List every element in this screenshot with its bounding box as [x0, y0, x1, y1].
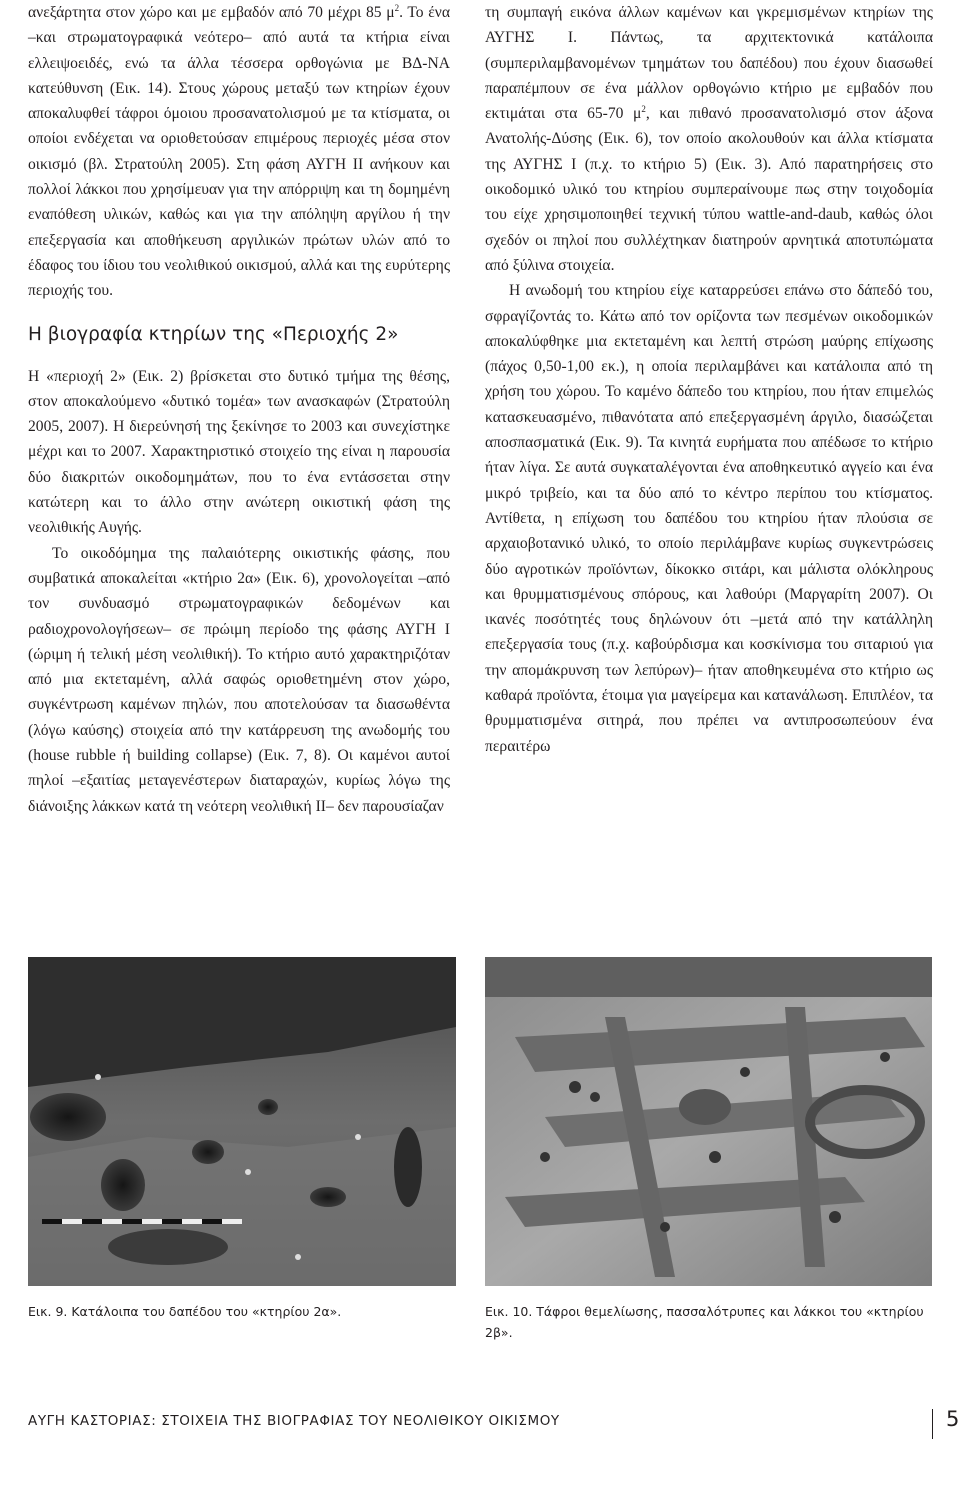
- left-paragraph-3: Το οικοδόμημα της παλαιότερης οικιστικής φάσης, που συμβατικά αποκαλείται «κτήριο 2α» (Εικ. 6), χρονολογείται –από τον συνδυασμό στρωματογραφικών δεδομένων και ραδιοχρονολογήσεων– σε πρώιμη περίοδο της φάσης ΑΥΓΗ Ι (ώριμη ή τελική μέση νεολιθική). Το κτήριο αυτό χαρακτηριζόταν από μια εκτεταμένη, αλλά σαφώς οριοθετημένη στον χώρο, συγκέντρωση καμένων πηλών, που αποτελούσαν τα διασωθέντα (λόγω καύσης) στοιχεία από την κατάρρευση της ανωδομής του (house rubble ή building collapse) (Εικ. 7, 8). Οι καμένοι αυτοί πηλοί –εξαιτίας μεταγενέστερων διαταραχών, κυρίως λόγω της διάνοιξης λάκκων κατά τη νεότερη νεολιθική ΙΙ– δεν παρουσίαζαν: [28, 544, 450, 815]
- page-number: 5: [946, 1407, 960, 1431]
- section-heading: Η βιογραφία κτηρίων της «Περιοχής 2»: [28, 323, 399, 345]
- right-paragraph-2: Η ανωδομή του κτηρίου είχε καταρρεύσει επάνω στο δάπεδό του, σφραγίζοντάς το. Κάτω από τον ορίζοντα των πεσμένων οικοδομικών αποκαλύφθηκε μια εκτεταμένη και λεπτή στρώση μαύρης επίχωσης (πάχος 0,50-1,00 εκ.), η οποία περιλαμβάνει και κατάλοιπα από τη χρήση του χώρου. Το καμένο δάπεδο του κτηρίου, που ήταν επιμελώς κατασκευασμένο, πιθανότατα από επεξεργασμένη άργιλο, διασώζεται αποσπασματικά (Εικ. 9). Τα κινητά ευρήματα που απέδωσε το κτήριο ήταν λίγα. Σε αυτά συγκαταλέγονται ένα αποθηκευτικό αγγείο και ένα μικρό τριβείο, και τα δύο από το κέντρο περίπου του κτίσματος. Αντίθετα, η επίχωση του δαπέδου του κτηρίου ήταν πλούσια σε αρχαιοβοτανικό υλικό, το οποίο περιλάμβανε κυρίως συγκεντρώσεις δύο αγροτικών προϊόντων, δίκοκκο σιτάρι, και μάλιστα ολόκληρους και θρυμματισμένους σπόρους, και λαθούρι (Μαργαρίτη 2007). Οι ικανές ποσότητές τους δηλώνουν ότι –μετά από την κατάλληλη επεξεργασία τους (π.χ. καβούρδισμα και κοσκίνισμα του σιταριού για την απομάκρυνση των λεπύρων)– ήταν αποθηκευμένα στο κτήριο ως καθαρά προϊόντα, έτοιμα για μαγείρεμα και κατανάλωση. Επιπλέον, τα θρυμματισμένα σιτηρά, που πρέπει να αντιπροσωπεύουν ένα περαιτέρω: [485, 282, 933, 755]
- right-column: [485, 0, 933, 759]
- page-footer: [28, 1407, 960, 1439]
- figure-10-image: [485, 957, 932, 1286]
- figure-9-photo: [28, 957, 456, 1286]
- footer-divider: [932, 1409, 933, 1439]
- left-paragraph-2: Η «περιοχή 2» (Εικ. 2) βρίσκεται στο δυτικό τμήμα της θέσης, στον αποκαλούμενο «δυτικό τομέα» των ανασκαφών (Στρατούλη 2005, 2007). Η διερεύνησή της ξεκίνησε το 2003 και συνεχίστηκε μέχρι και το 2007. Χαρακτηριστικό στοιχείο της είναι η παρουσία δύο διακριτών οικοδομημάτων, που το ένα εντάσσεται στην κατώτερη και το άλλο στην ανώτερη οικιστική φάση της νεολιθικής Αυγής.: [28, 367, 450, 537]
- figure-10-photo: [485, 957, 932, 1286]
- left-paragraph-1: ανεξάρτητα στον χώρο και με εμβαδόν από 70 μέχρι 85 $\mu^2$. Το ένα –και στρωματογραφικά νεότερο– από αυτά τα κτήρια είναι ελλειψοειδές, ενώ τα άλλα τέσσερα ορθογώνια με ΒΔ-ΝΑ κατεύθυνση (Εικ. 14). Στους χώρους μεταξύ των κτηρίων έχουν αποκαλυφθεί τάφροι όμοιου προσανατολισμού με τα κτίσματα, οι οποίοι ενδέχεται να οριοθετούσαν επιμέρους περιοχές μέσα στον οικισμό (βλ. Στρατούλη 2005). Στη φάση ΑΥΓΗ ΙΙ ανήκουν και πολλοί λάκκοι που χρησίμευαν για την απόρριψη και τη δομημένη εναπόθεση υλικών, καθώς και για την απόληψη αργίλου ή την επεξεργασία και αποθήκευση αργιλικών πρώτων υλών από το έδαφος του ίδιου του νεολιθικού οικισμού, αλλά και της ευρύτερης περιοχής του.: [28, 3, 450, 300]
- left-column: [28, 0, 450, 819]
- figure-9-caption: Εικ. 9. Κατάλοιπα του δαπέδου του «κτηρίου 2α».: [28, 1304, 342, 1319]
- figure-10-caption: Εικ. 10. Τάφροι θεμελίωσης, πασσαλότρυπες και λάκκοι του «κτηρίου 2β».: [485, 1304, 924, 1340]
- figure-9-image: [28, 957, 456, 1286]
- running-title: ΑΥΓΗ ΚΑΣΤΟΡΙΑΣ: ΣΤΟΙΧΕΙΑ ΤΗΣ ΒΙΟΓΡΑΦΙΑΣ ΤΟΥ ΝΕΟΛΙΘΙΚΟΥ ΟΙΚΙΣΜΟΥ: [28, 1413, 560, 1429]
- right-paragraph-1: τη συμπαγή εικόνα άλλων καμένων και γκρεμισμένων κτηρίων της ΑΥΓΗΣ Ι. Πάντως, τα αρχιτεκτονικά κατάλοιπα (συμπεριλαμβανομένων τμημάτων του δαπέδου) που έχουν διασωθεί παραπέμπουν σε ένα μάλλον ορθογώνιο κτήριο με εμβαδόν που εκτιμάται στα 65-70 $\mu^2$, και πιθανό προσανατολισμό στον άξονα Ανατολής-Δύσης (Εικ. 6), τον οποίο ακολουθούν και άλλα κτίσματα της ΑΥΓΗΣ Ι (π.χ. το κτήριο 5) (Εικ. 3). Από παρατηρήσεις στο οικοδομικό υλικό του κτηρίου συμπεραίνουμε πως στην τοιχοδομία του είχε χρησιμοποιηθεί τεχνική τύπου wattle-and-daub, καθώς όλοι σχεδόν οι πηλοί που συλλέχτηκαν διατηρούν αρνητικά αποτυπώματα από ξύλινα στοιχεία.: [485, 4, 933, 274]
